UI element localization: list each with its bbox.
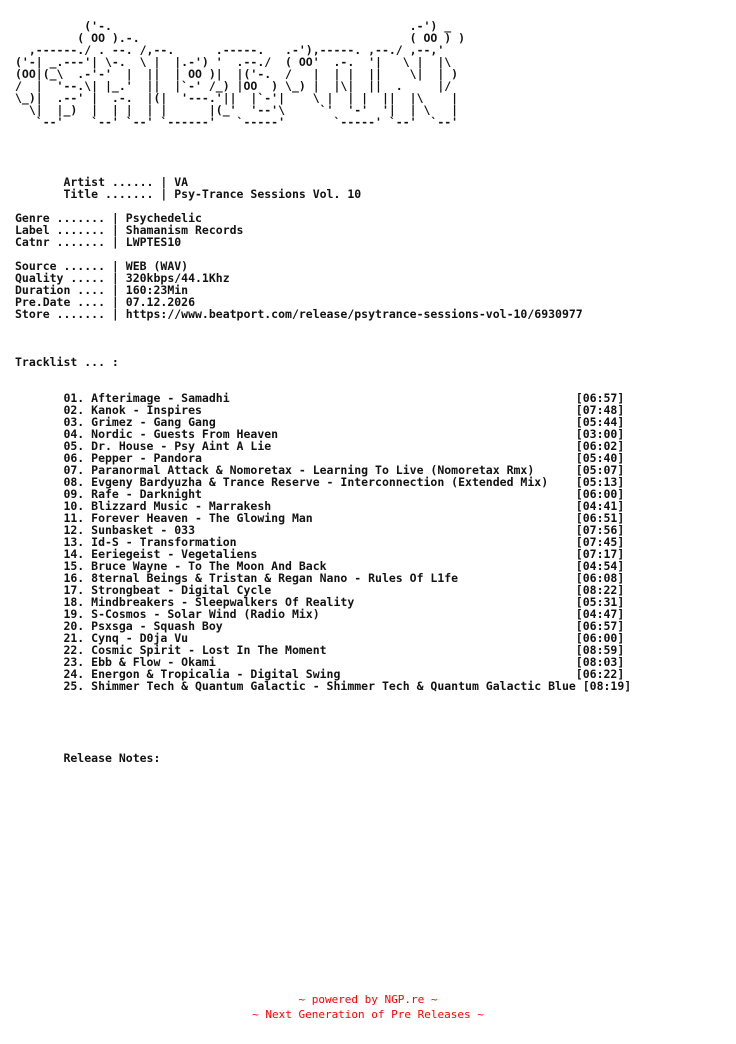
track-row: 05. Dr. House - Psy Aint A Lie [06:02] xyxy=(15,439,625,453)
track-row: 11. Forever Heaven - The Glowing Man [06:51] xyxy=(15,511,625,525)
track-row: 12. Sunbasket - 033 [07:56] xyxy=(15,523,625,537)
track-row: 09. Rafe - Darknight [06:00] xyxy=(15,487,625,501)
field-label: Label ....... | Shamanism Records xyxy=(15,223,244,237)
track-row: 24. Energon & Tropicalia - Digital Swing [06:22] xyxy=(15,667,625,681)
track-row: 15. Bruce Wayne - To The Moon And Back [04:54] xyxy=(15,559,625,573)
track-row: 17. Strongbeat - Digital Cycle [08:22] xyxy=(15,583,625,597)
field-artist: Artist ...... | VA xyxy=(15,175,189,189)
track-row: 22. Cosmic Spirit - Lost In The Moment [08:59] xyxy=(15,643,625,657)
field-predate: Pre.Date .... | 07.12.2026 xyxy=(15,295,196,309)
track-row: 16. 8ternal Beings & Tristan & Regan Nano - Rules Of L1fe [06:08] xyxy=(15,571,625,585)
track-row: 07. Paranormal Attack & Nomoretax - Learning To Live (Nomoretax Rmx) [05:07] xyxy=(15,463,625,477)
footer-tagline: ~ Next Generation of Pre Releases ~ xyxy=(252,1008,484,1021)
field-title: Title ....... | Psy-Trance Sessions Vol. 10 xyxy=(15,187,362,201)
track-row: 21. Cynq - D0ja Vu [06:00] xyxy=(15,631,625,645)
release-notes-heading: Release Notes: xyxy=(15,751,161,765)
tracklist xyxy=(15,392,631,692)
field-genre: Genre ....... | Psychedelic xyxy=(15,211,202,225)
track-row: 10. Blizzard Music - Marrakesh [04:41] xyxy=(15,499,625,513)
footer-powered-by: ~ powered by NGP.re ~ xyxy=(298,993,438,1006)
track-row: 04. Nordic - Guests From Heaven [03:00] xyxy=(15,427,625,441)
track-row: 03. Grimez - Gang Gang [05:44] xyxy=(15,415,625,429)
tracklist-heading: Tracklist ... : xyxy=(15,355,119,369)
field-source: Source ...... | WEB (WAV) xyxy=(15,259,189,273)
track-row: 25. Shimmer Tech & Quantum Galactic - Shimmer Tech & Quantum Galactic Blue [08:19] xyxy=(15,679,632,693)
track-row: 01. Afterimage - Samadhi [06:57] xyxy=(15,391,625,405)
info-block xyxy=(15,176,631,320)
track-row: 20. Psxsga - Squash Boy [06:57] xyxy=(15,619,625,633)
track-row: 18. Mindbreakers - Sleepwalkers Of Reality [05:31] xyxy=(15,595,625,609)
field-catnr: Catnr ....... | LWPTES10 xyxy=(15,235,182,249)
nfo-ascii-logo: ('-. .-') _ ( OO ).-. ( OO ) ) ,------./ . --. /,--. .-----. .-'),-----. ,--./ ,--,' ('-| _.---'| \-. \ | |.-') ' .--./ ( OO' .-. '| \ | |\ (OO|(_\ .-'-' | || | OO )| |('-. / | | | || \| | ) / | '--.\| |_.' || |`-' /_) |OO ) \_) | |\| || . |/ \_)| .--' | .-. |(| '---.'|| |`-'| \ | | | || |\ | \| |_) | | | | | |(_' '--'\ `' '-' '| | \ | `--' `--' `--' `------' `-----' `-----' `--' `--' xyxy=(15,19,466,129)
track-row: 23. Ebb & Flow - Okami [08:03] xyxy=(15,655,625,669)
footer xyxy=(0,992,736,1022)
track-row: 19. S-Cosmos - Solar Wind (Radio Mix) [04:47] xyxy=(15,607,625,621)
field-store: Store ....... | https://www.beatport.com/release/psytrance-sessions-vol-10/6930977 xyxy=(15,307,583,321)
track-row: 14. Eeriegeist - Vegetaliens [07:17] xyxy=(15,547,625,561)
track-row: 13. Id-S - Transformation [07:45] xyxy=(15,535,625,549)
field-quality: Quality ..... | 320kbps/44.1Khz xyxy=(15,271,230,285)
nfo-text xyxy=(15,20,631,764)
track-row: 02. Kanok - Inspires [07:48] xyxy=(15,403,625,417)
field-duration: Duration .... | 160:23Min xyxy=(15,283,189,297)
track-row: 06. Pepper - Pandora [05:40] xyxy=(15,451,625,465)
track-row: 08. Evgeny Bardyuzha & Trance Reserve - Interconnection (Extended Mix) [05:13] xyxy=(15,475,625,489)
